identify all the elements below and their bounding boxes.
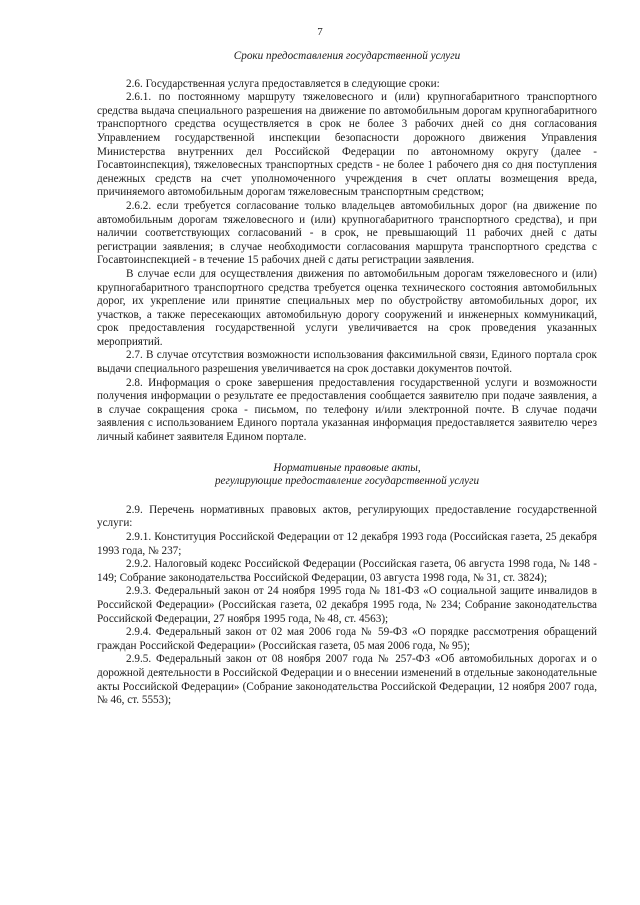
paragraph-2-6-1: 2.6.1. по постоянному маршруту тяжеловесного и (или) крупногабаритного транспортного средства выдача специального разрешения на движение по автомобильным дорогам крупногабаритного транспортного средства осуществляется в срок не более 3 рабочих дней со дня согласования Управлением государственной инспекции безопасности дорожного движения Управления Министерства внутренних дел Российской Федерации по автономному округу (далее - Госавтоинспекция), тяжеловесных транспортных средств - не более 1 рабочего дня со дня поступления денежных средств на счет уполномоченного учреждения в счет оплаты возмещения вреда, причиняемого автомобильным дорогам тяжеловесным транспортным средством; (97, 91, 597, 199)
paragraph-assessment: В случае если для осуществления движения по автомобильным дорогам тяжеловесного и (или) крупногабаритного транспортного средства требуется оценка технического состояния автомобильных дорог, их укрепление или принятие специальных мер по обустройству автомобильных дорог, их участков, а также пересекающих автомобильную дорогу сооружений и инженерных коммуникаций, срок предоставления государственной услуги увеличивается на срок проведения указанных мероприятий. (97, 267, 597, 348)
paragraph-2-9-1: 2.9.1. Конституция Российской Федерации от 12 декабря 1993 года (Российская газета, 25 декабря 1993 года, № 237; (97, 531, 597, 557)
paragraph-2-9-3: 2.9.3. Федеральный закон от 24 ноября 1995 года № 181-ФЗ «О социальной защите инвалидов в Российской Федерации» (Российская газета, 02 декабря 1995 года, № 234; Собрание законодательства Российской Федерации, 27 ноября 1995 года, № 48, ст. 4563); (97, 585, 597, 625)
document-body (97, 50, 597, 708)
paragraph-2-9-4: 2.9.4. Федеральный закон от 02 мая 2006 года № 59-ФЗ «О порядке рассмотрения обращений граждан Российской Федерации» (Российская газета, 05 мая 2006 года, № 95); (97, 626, 597, 652)
section-heading-acts-line1: Нормативные правовые акты, (273, 461, 421, 474)
section-heading-acts (97, 462, 597, 489)
page-number: 7 (317, 26, 323, 38)
section-heading-terms: Сроки предоставления государственной услуги (233, 50, 461, 62)
paragraph-2-9-5: 2.9.5. Федеральный закон от 08 ноября 2007 года № 257-ФЗ «Об автомобильных дорогах и о дорожной деятельности в Российской Федерации и о внесении изменений в отдельные законодательные акты Российской Федерации» (Собрание законодательства Российской Федерации, 12 ноября 2007 года, № 46, ст. 5553); (97, 653, 597, 707)
paragraph-2-8: 2.8. Информация о сроке завершения предоставления государственной услуги и возможности получения информации о результате ее предоставления сообщается заявителю при подаче заявления, а в случае сокращения срока - письмом, по телефону и/или электронной почте. В случае подачи заявления с использованием Единого портала указанная информация предоставляется заявителю через личный кабинет заявителя Едином портале. (97, 376, 597, 444)
paragraph-2-6: 2.6. Государственная услуга предоставляется в следующие сроки: (126, 77, 440, 90)
paragraph-2-6-2: 2.6.2. если требуется согласование только владельцев автомобильных дорог (на движение по автомобильным дорогам тяжеловесного и (или) крупногабаритного транспортного средства), и при наличии соответствующих согласований - в срок, не превышающий 11 рабочих дней с даты регистрации заявления; в случае необходимости согласования маршрута транспортного средства с Госавтоинспекцией - в течение 15 рабочих дней с даты регистрации заявления. (97, 199, 597, 267)
section-heading-acts-line2: регулирующие предоставление государственной услуги (214, 475, 480, 488)
paragraph-2-9-2: 2.9.2. Налоговый кодекс Российской Федерации (Российская газета, 06 августа 1998 года, № 148 - 149; Собрание законодательства Российской Федерации, 03 августа 1998 года, № 31, ст. 3824); (97, 558, 597, 584)
paragraph-2-7: 2.7. В случае отсутствия возможности использования факсимильной связи, Единого портала срок выдачи специального разрешения увеличивается на срок доставки документов почтой. (97, 349, 597, 376)
paragraph-2-9: 2.9. Перечень нормативных правовых актов, регулирующих предоставление государственной услуги: (97, 503, 597, 530)
